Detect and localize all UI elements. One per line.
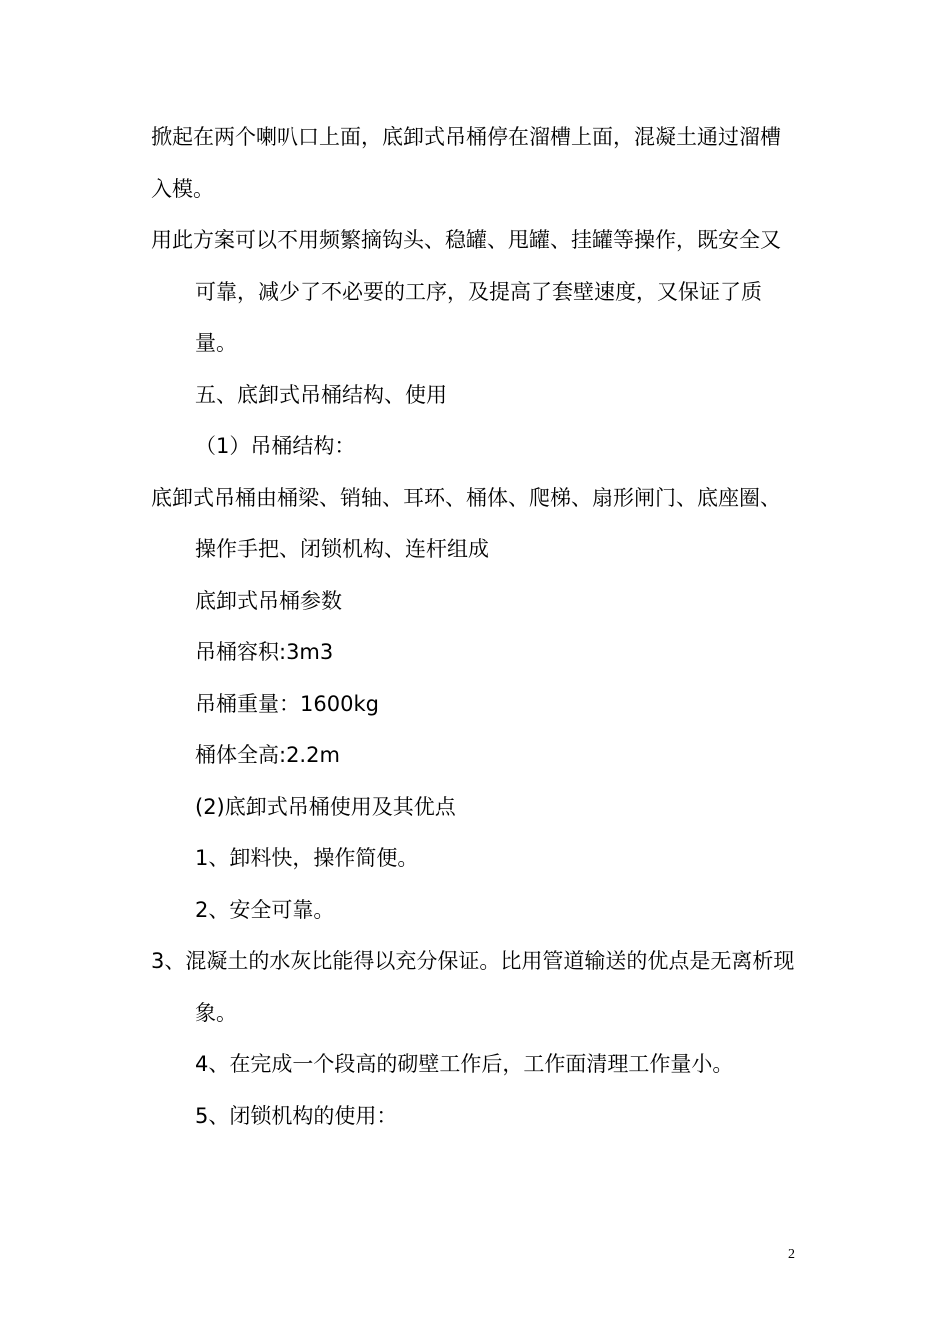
subsection-heading-structure: （1）吊桶结构： <box>195 434 356 458</box>
list-item-1: 1、卸料快，操作简便。 <box>195 846 419 870</box>
document-body <box>151 112 801 1142</box>
list-item-2: 2、安全可靠。 <box>195 897 335 922</box>
list-item-4: 4、在完成一个段高的砌壁工作后，工作面清理工作量小。 <box>195 1052 734 1076</box>
paragraph-1: 掀起在两个喇叭口上面，底卸式吊桶停在溜槽上面，混凝土通过溜槽入模。 <box>151 125 781 201</box>
list-item-3: 3、混凝土的水灰比能得以充分保证。比用管道输送的优点是无离析现象。 <box>151 949 795 1025</box>
section-heading: 五、底卸式吊桶结构、使用 <box>195 382 447 407</box>
parameters-heading: 底卸式吊桶参数 <box>195 588 342 613</box>
list-item-5: 5、闭锁机构的使用： <box>195 1103 398 1128</box>
subsection-heading-usage: (2)底卸式吊桶使用及其优点 <box>195 794 456 819</box>
paragraph-structure-description: 底卸式吊桶由桶梁、销轴、耳环、桶体、爬梯、扇形闸门、底座圈、操作手把、闭锁机构、连杆组成 <box>151 485 781 561</box>
parameter-volume: 吊桶容积:3m3 <box>195 640 334 664</box>
paragraph-2: 用此方案可以不用频繁摘钩头、稳罐、甩罐、挂罐等操作，既安全又可靠，减少了不必要的工序，及提高了套壁速度，又保证了质量。 <box>151 228 781 355</box>
parameter-weight: 吊桶重量：1600kg <box>195 691 379 716</box>
parameter-height: 桶体全高:2.2m <box>195 743 340 767</box>
page-number: 2 <box>788 1247 795 1262</box>
